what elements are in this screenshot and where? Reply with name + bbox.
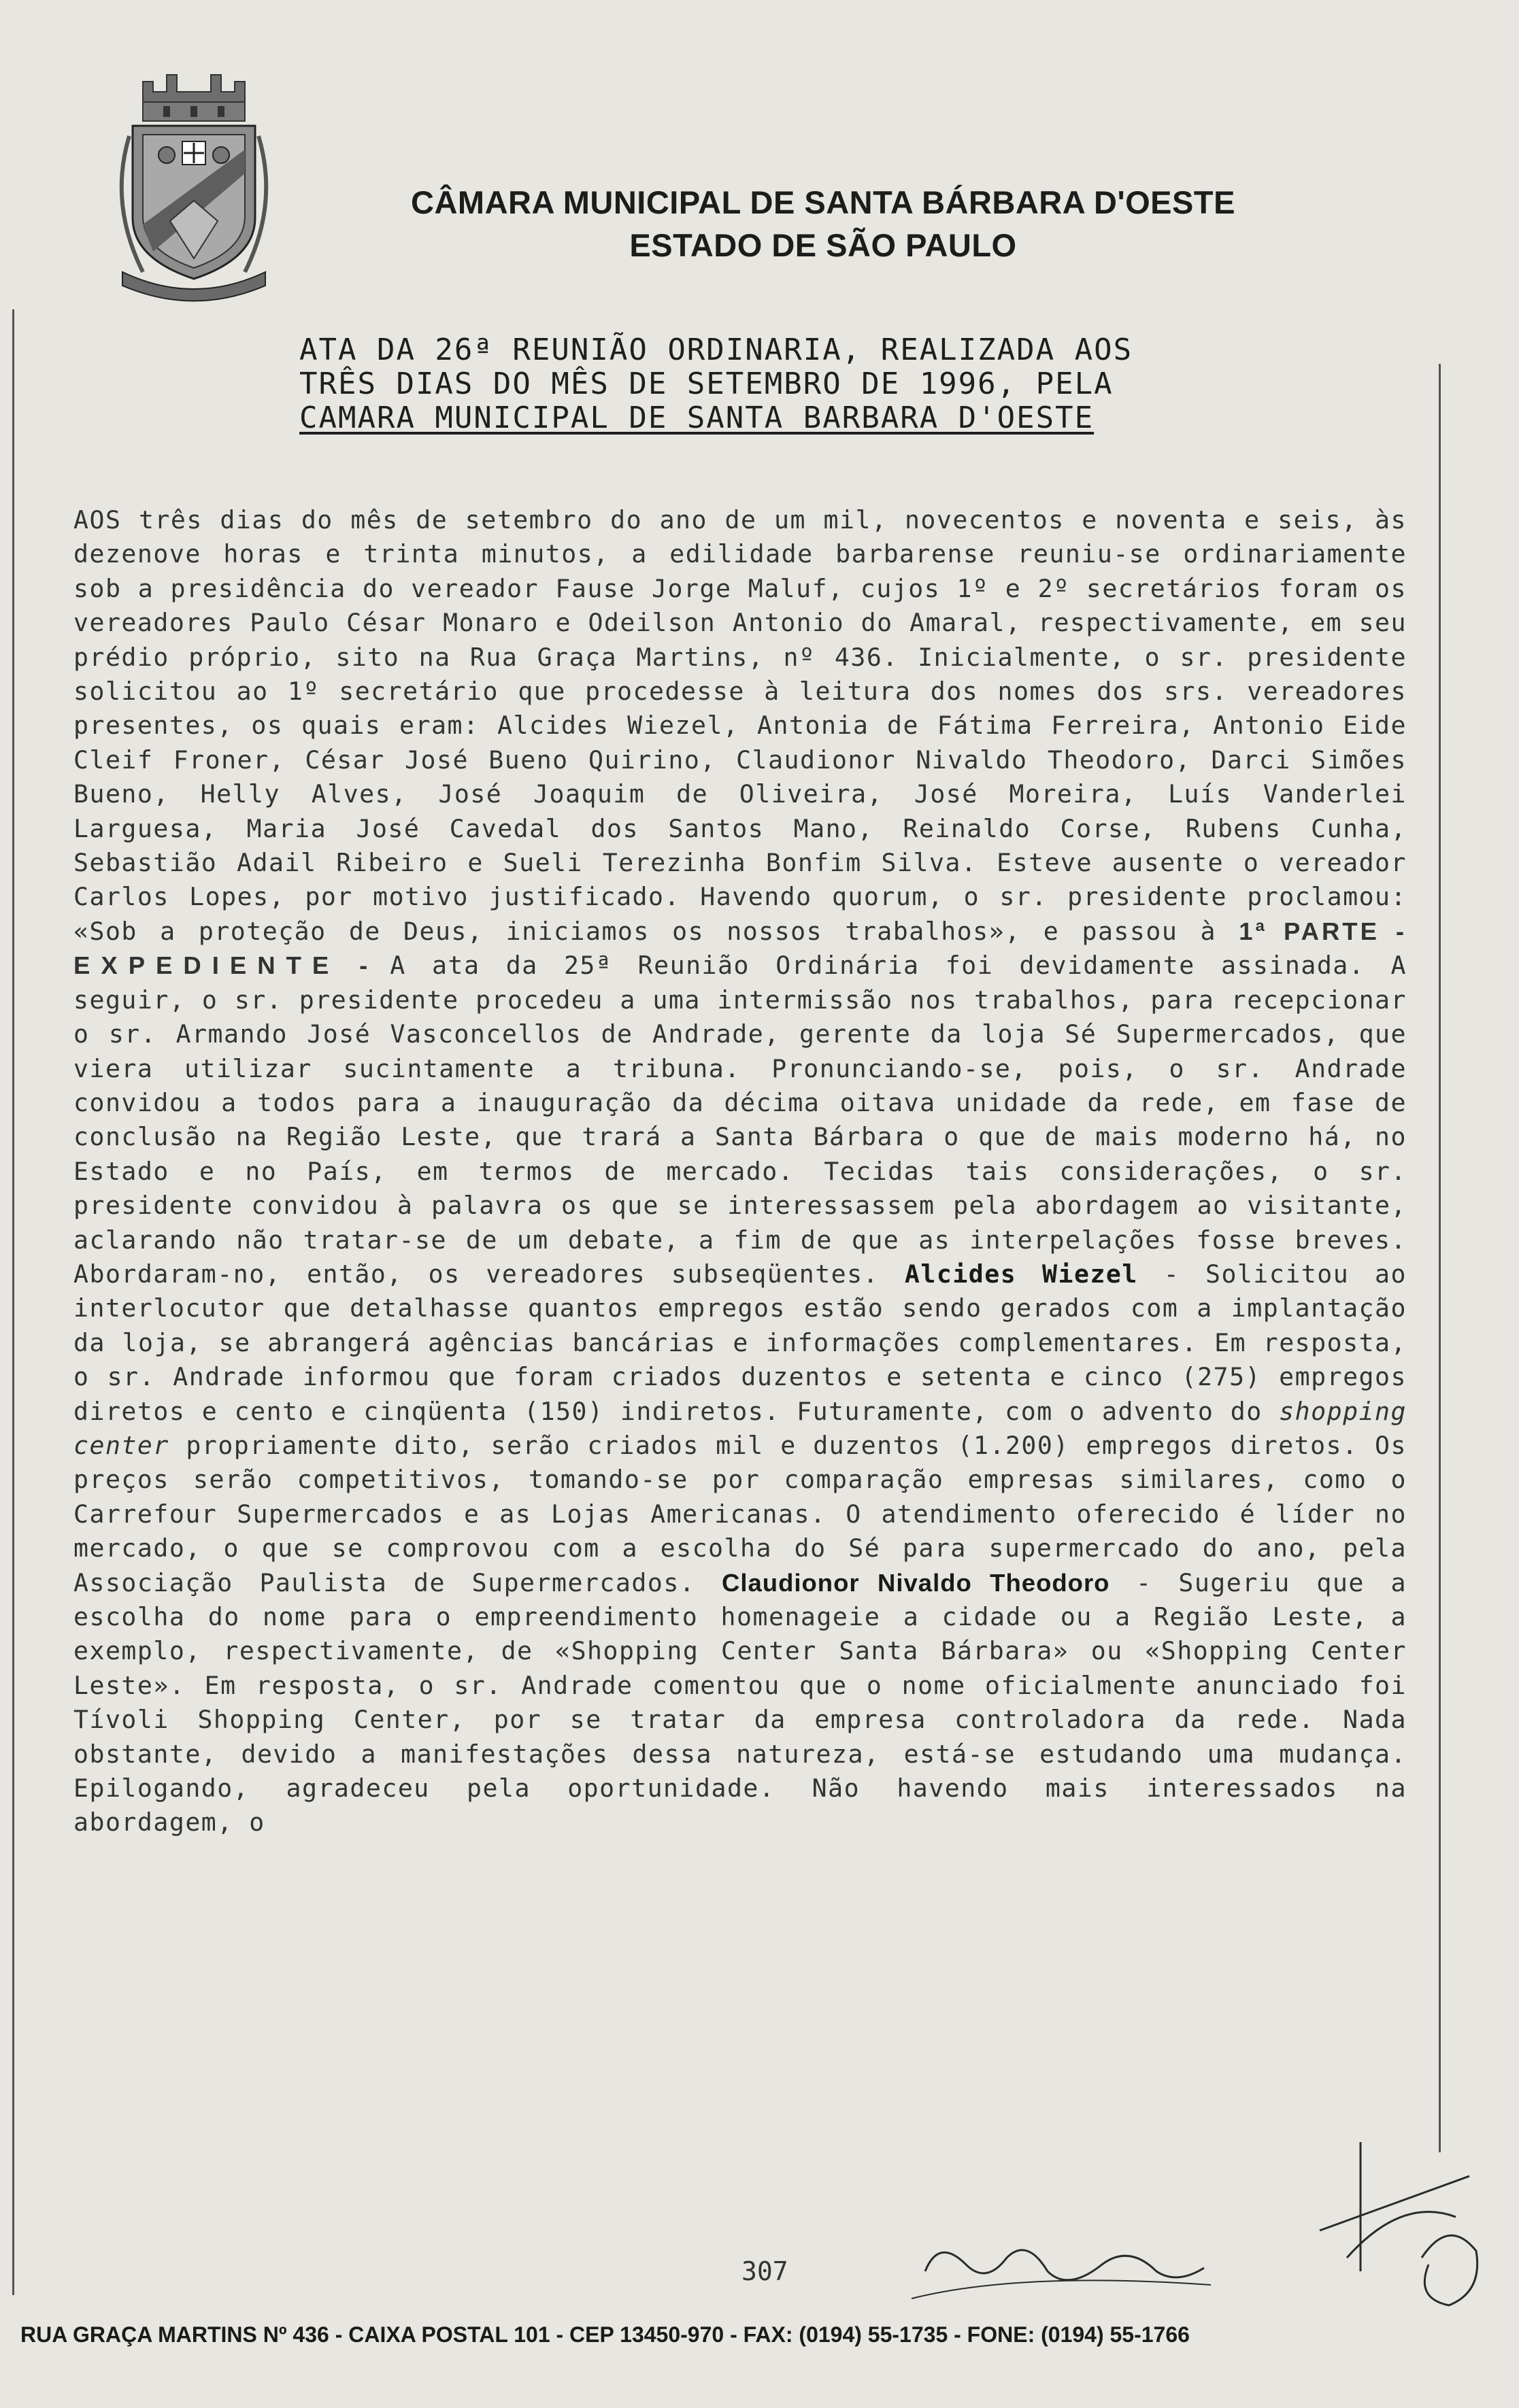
minutes-title	[299, 333, 1184, 435]
shopping-center-term: shopping center	[73, 1396, 1407, 1460]
speaker-claudionor: Claudionor Nivaldo Theodoro	[721, 1568, 1110, 1597]
chamber-name: CÂMARA MUNICIPAL DE SANTA BÁRBARA D'OESTE	[411, 184, 1235, 220]
right-margin-line	[1439, 364, 1441, 2152]
speaker-alcides: Alcides Wiezel	[904, 1259, 1138, 1289]
handwritten-signatures	[884, 2101, 1497, 2326]
body-text-2: A ata da 25ª Reunião Ordinária foi devidamente assinada. A seguir, o sr. presidente procedeu a uma intermissão nos trabalhos, para recepcionar o sr. Armando José Vasconcellos de Andrade, gerente da loja Sé Supermercados, que viera utilizar sucintamente a tribuna. Pronunciando-se, pois, o sr. Andrade convidou a todos para a inauguração da décima oitava unidade da rede, em fase de conclusão na Região Leste, que trará a Santa Bárbara o que de mais moderno há, no Estado e no País, em termos de mercado. Tecidas tais considerações, o sr. presidente convidou à palavra os que se interessassem pela abordagem ao visitante, aclarando não tratar-se de um debate, a fim de que as interpelações fosse breves. Abordaram-no, então, os vereadores subseqüentes.	[73, 951, 1407, 1289]
body-text-3: - Solicitou ao interlocutor que detalhasse quantos empregos estão sendo gerados com a implantação da loja, se abrangerá agências bancárias e informações complementares. Em resposta, o sr. Andrade informou que foram criados duzentos e setenta e cinco (275) empregos diretos e cento e cinqüenta (150) indiretos. Futuramente, com o advento do	[73, 1259, 1407, 1426]
page-number: 307	[741, 2256, 788, 2286]
minutes-body	[73, 503, 1407, 1840]
letterhead	[299, 182, 1347, 268]
municipal-crest-logo	[102, 54, 286, 306]
footer-address: RUA GRAÇA MARTINS Nº 436 - CAIXA POSTAL 101 - CEP 13450-970 - FAX: (0194) 55-1735 - FONE: (0194) 55-1766	[20, 2322, 1190, 2347]
expediente-heading-prefix: 1ª PARTE -	[1239, 917, 1407, 945]
title-line-1: ATA DA 26ª REUNIÃO ORDINARIA, REALIZADA AOS	[299, 333, 1133, 367]
expediente-heading: EXPEDIENTE	[73, 951, 340, 980]
title-line-2: TRÊS DIAS DO MÊS DE SETEMBRO DE 1996, PELA	[299, 367, 1114, 401]
expediente-heading-suffix: -	[339, 951, 390, 980]
left-margin-line	[12, 309, 14, 2295]
title-line-3: CAMARA MUNICIPAL DE SANTA BARBARA D'OESTE	[299, 401, 1095, 435]
state-name: ESTADO DE SÃO PAULO	[629, 227, 1017, 263]
body-text-5: - Sugeriu que a escolha do nome para o empreendimento homenageie a cidade ou a Região Leste, a exemplo, respectivamente, de «Shopping Center Santa Bárbara» ou «Shopping Center Leste». Em resposta, o sr. Andrade comentou que o nome oficialmente anunciado foi Tívoli Shopping Center, por se tratar da empresa controladora da rede. Nada obstante, devido a manifestações dessa natureza, está-se estudando uma mudança. Epilogando, agradeceu pela oportunidade. Não havendo mais interessados na abordagem, o	[73, 1567, 1407, 1837]
body-text-1: AOS três dias do mês de setembro do ano de um mil, novecentos e noventa e seis, às dezenove horas e trinta minutos, a edilidade barbarense reuniu-se ordinariamente sob a presidência do vereador Fause Jorge Maluf, cujos 1º e 2º secretários foram os vereadores Paulo César Monaro e Odeilson Antonio do Amaral, respectivamente, em seu prédio próprio, sito na Rua Graça Martins, nº 436. Inicialmente, o sr. presidente solicitou ao 1º secretário que procedesse à leitura dos nomes dos srs. vereadores presentes, os quais eram: Alcides Wiezel, Antonia de Fátima Ferreira, Antonio Eide Cleif Froner, César José Bueno Quirino, Claudionor Nivaldo Theodoro, Darci Simões Bueno, Helly Alves, José Joaquim de Oliveira, José Moreira, Luís Vanderlei Larguesa, Maria José Cavedal dos Santos Mano, Reinaldo Corse, Rubens Cunha, Sebastião Adail Ribeiro e Sueli Terezinha Bonfim Silva. Esteve ausente o vereador Carlos Lopes, por motivo justificado. Havendo quorum, o sr. presidente proclamou: «Sob a proteção de Deus, iniciamos os nossos trabalhos», e passou à	[73, 505, 1407, 946]
body-text-4: propriamente dito, serão criados mil e duzentos (1.200) empregos diretos. Os preços serão competitivos, tomando-se por comparação empresas similares, como o Carrefour Supermercados e as Lojas Americanas. O atendimento oferecido é líder no mercado, o que se comprovou com a escolha do Sé para supermercado do ano, pela Associação Paulista de Supermercados.	[73, 1430, 1407, 1597]
